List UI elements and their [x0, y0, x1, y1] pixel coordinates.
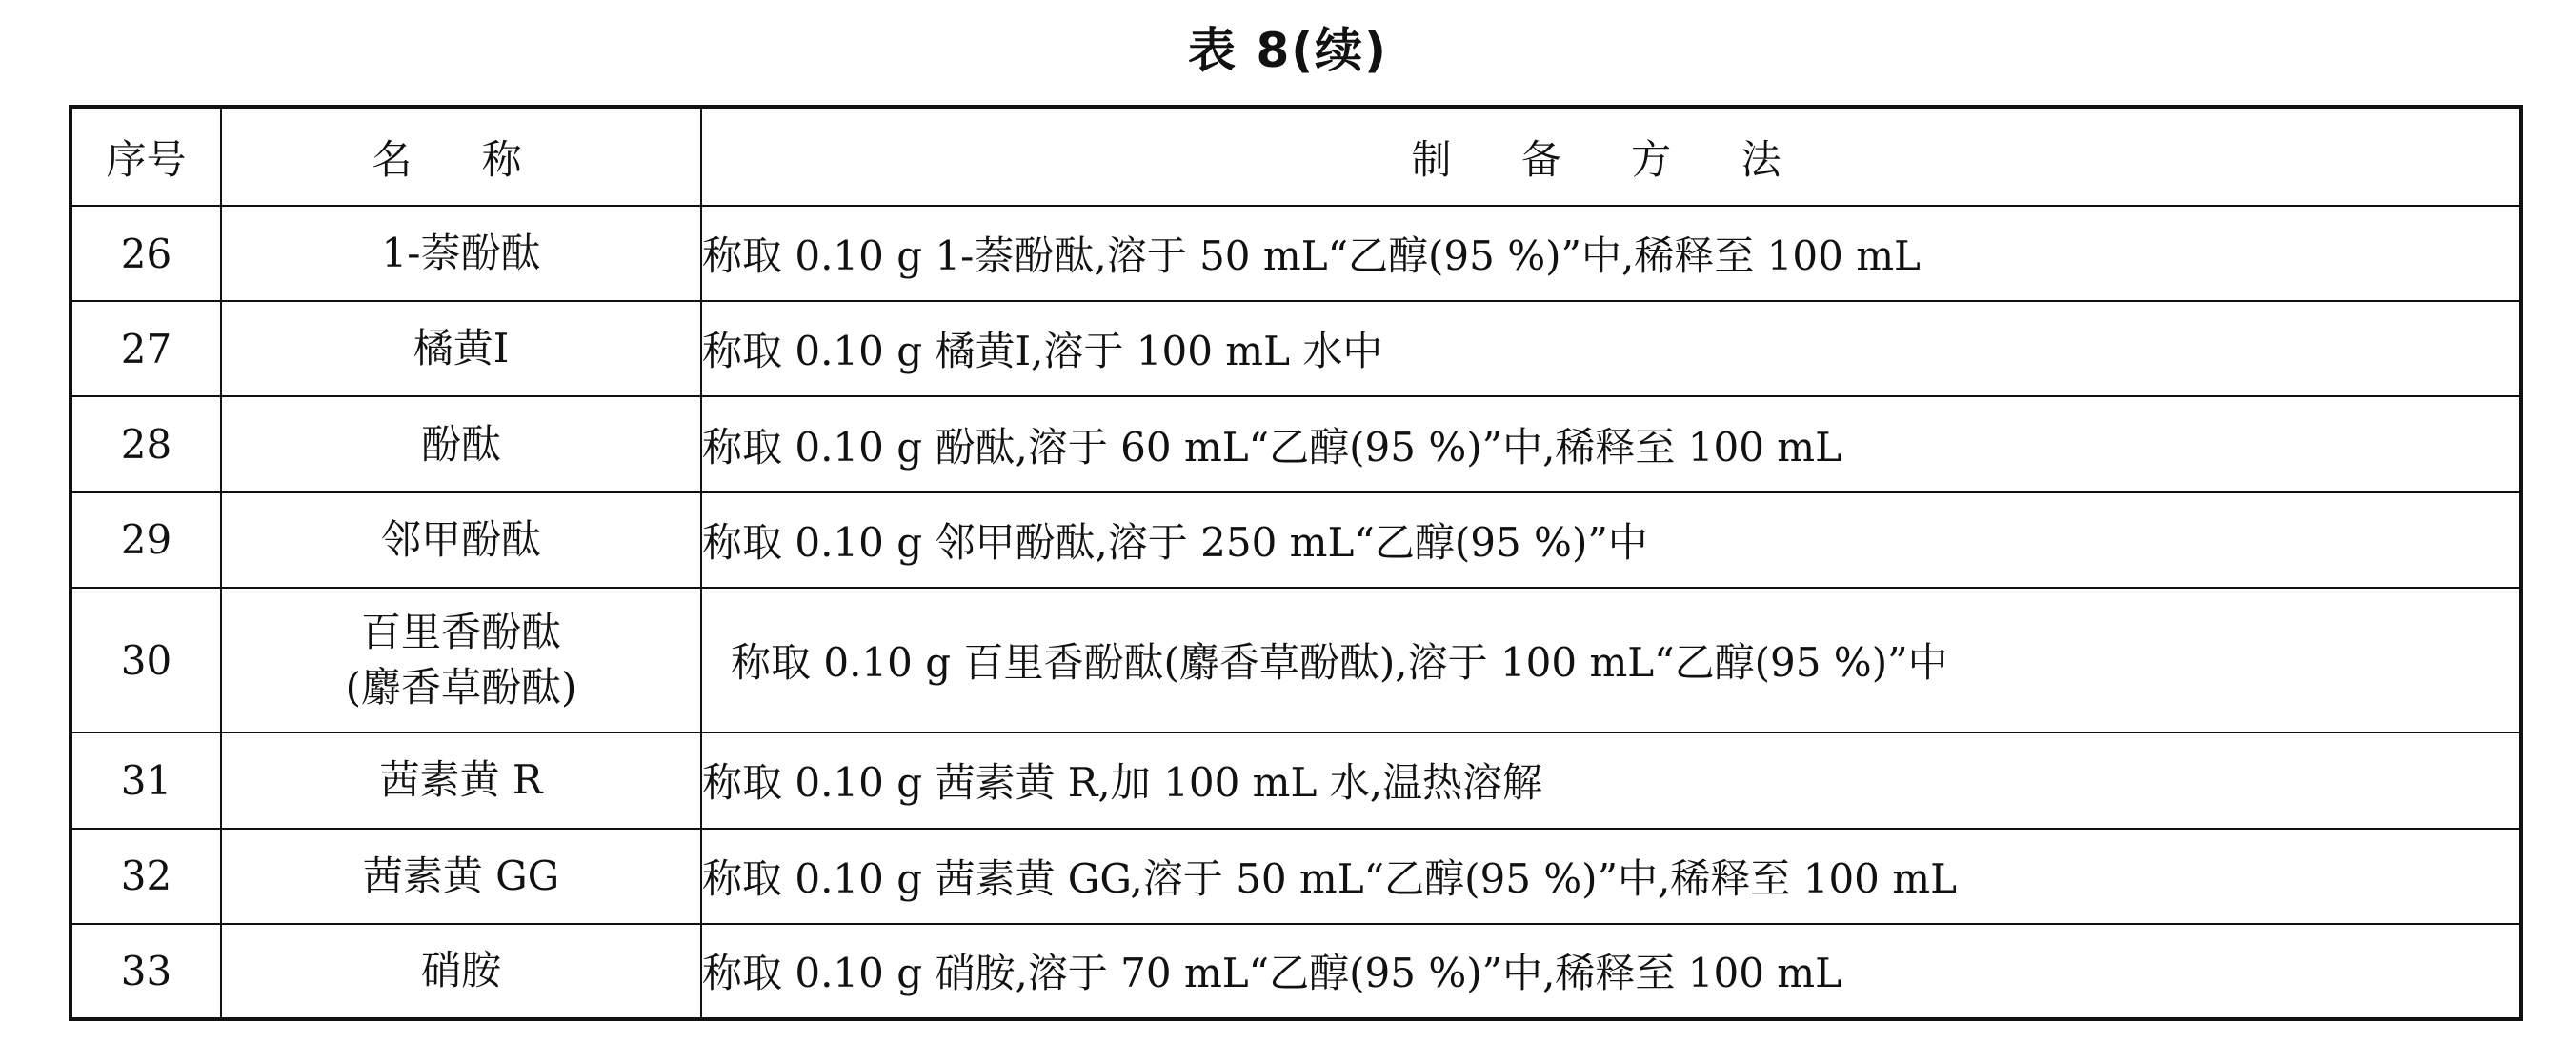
header-serial-number: 序号 — [70, 107, 221, 206]
method-cell: 称取 0.10 g 橘黄Ⅰ,溶于 100 mL 水中 — [701, 301, 2521, 396]
method-cell: 称取 0.10 g 邻甲酚酞,溶于 250 mL“乙醇(95 %)”中 — [701, 492, 2521, 588]
preparation-table — [69, 105, 2523, 1021]
serial-number-cell: 27 — [70, 301, 221, 396]
name-line: 百里香酚酞 — [360, 609, 561, 656]
name-cell — [221, 924, 701, 1019]
name-cell — [221, 396, 701, 491]
name-line: 酚酞 — [420, 420, 501, 468]
serial-number-cell: 29 — [70, 492, 221, 588]
table-row — [70, 732, 2521, 828]
name-cell — [221, 732, 701, 828]
name-line: 硝胺 — [420, 947, 501, 994]
serial-number-cell: 31 — [70, 732, 221, 828]
serial-number-cell: 28 — [70, 396, 221, 491]
table-title: 表 8(续) — [1188, 23, 1388, 78]
table-row — [70, 588, 2521, 732]
name-line: 橘黄Ⅰ — [413, 325, 510, 372]
method-cell: 称取 0.10 g 茜素黄 GG,溶于 50 mL“乙醇(95 %)”中,稀释至 100 mL — [701, 829, 2521, 924]
name-line: 邻甲酚酞 — [380, 515, 541, 563]
name-cell — [221, 206, 701, 301]
table-row — [70, 829, 2521, 924]
name-line: 茜素黄 GG — [362, 852, 560, 899]
table-row — [70, 492, 2521, 588]
header-name: 名 称 — [221, 107, 701, 206]
table-row — [70, 396, 2521, 491]
table-row — [70, 206, 2521, 301]
header-preparation-method: 制 备 方 法 — [701, 107, 2521, 206]
table-row — [70, 924, 2521, 1019]
name-cell — [221, 588, 701, 732]
serial-number-cell: 30 — [70, 588, 221, 732]
name-cell — [221, 492, 701, 588]
table-row — [70, 301, 2521, 396]
table-header-row — [70, 107, 2521, 206]
serial-number-cell: 26 — [70, 206, 221, 301]
serial-number-cell: 32 — [70, 829, 221, 924]
serial-number-cell: 33 — [70, 924, 221, 1019]
method-cell: 称取 0.10 g 1-萘酚酞,溶于 50 mL“乙醇(95 %)”中,稀释至 100 mL — [701, 206, 2521, 301]
name-cell — [221, 829, 701, 924]
name-cell — [221, 301, 701, 396]
method-cell: 称取 0.10 g 百里香酚酞(麝香草酚酞),溶于 100 mL“乙醇(95 %)”中 — [701, 588, 2521, 732]
method-cell: 称取 0.10 g 茜素黄 R,加 100 mL 水,温热溶解 — [701, 732, 2521, 828]
method-cell: 称取 0.10 g 酚酞,溶于 60 mL“乙醇(95 %)”中,稀释至 100 mL — [701, 396, 2521, 491]
name-line: 1-萘酚酞 — [381, 230, 541, 277]
name-line-alias: (麝香草酚酞) — [345, 664, 577, 712]
name-line: 茜素黄 R — [379, 756, 543, 804]
method-cell: 称取 0.10 g 硝胺,溶于 70 mL“乙醇(95 %)”中,稀释至 100 mL — [701, 924, 2521, 1019]
